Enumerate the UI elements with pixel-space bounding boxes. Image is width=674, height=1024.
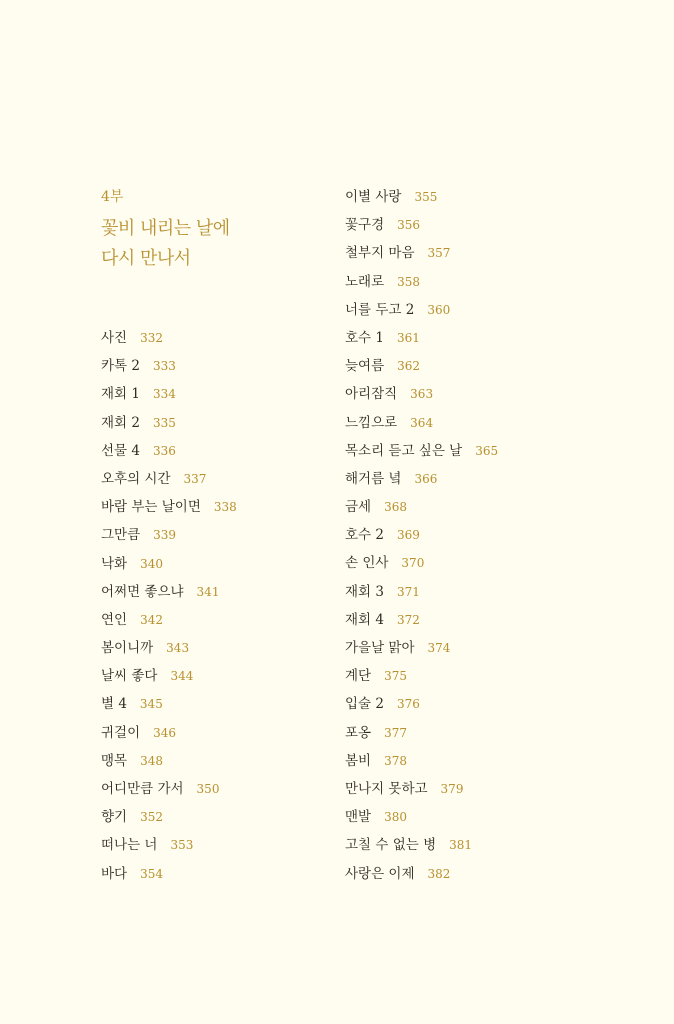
toc-right-column <box>345 187 498 892</box>
toc-entry-page: 375 <box>384 669 407 684</box>
toc-entry-page: 345 <box>139 697 163 712</box>
toc-entry-title: 만나지 못하고 <box>345 780 428 797</box>
toc-entry <box>345 328 498 356</box>
toc-entry-page: 362 <box>397 359 421 374</box>
toc-entry-title: 연인 <box>101 611 128 628</box>
toc-entry-page: 371 <box>396 584 420 599</box>
toc-entry <box>345 441 498 469</box>
toc-entry <box>345 666 498 694</box>
toc-entry-title: 호수 2 <box>345 527 384 544</box>
toc-entry <box>345 751 498 779</box>
toc-entry-page: 354 <box>140 866 163 881</box>
toc-entry-page: 346 <box>153 725 177 740</box>
toc-entry <box>345 723 498 751</box>
toc-entry <box>345 215 498 243</box>
toc-entry-page: 379 <box>440 781 464 796</box>
toc-entry <box>345 835 498 863</box>
toc-entry-page: 338 <box>213 500 237 515</box>
toc-entry-title: 귀걸이 <box>101 724 141 741</box>
toc-entry-page: 369 <box>396 528 420 543</box>
toc-entry-page: 376 <box>396 697 420 712</box>
toc-entry-title: 고칠 수 없는 병 <box>345 837 437 854</box>
toc-entry <box>101 497 237 525</box>
toc-entry-page: 380 <box>384 810 407 825</box>
toc-entry-title: 맹목 <box>101 752 128 769</box>
toc-entry-title: 재회 3 <box>345 583 384 600</box>
toc-entry-page: 382 <box>427 866 451 881</box>
toc-entry <box>345 553 498 581</box>
toc-entry <box>345 187 498 215</box>
toc-entry-page: 337 <box>183 471 207 486</box>
toc-entry-page: 339 <box>153 528 177 543</box>
toc-entry-page: 335 <box>152 415 176 430</box>
toc-entry <box>345 469 498 497</box>
toc-entry-title: 맨발 <box>345 809 372 826</box>
part-title-line: 꽃비 내리는 날에 <box>101 218 230 239</box>
toc-entry-page: 342 <box>140 612 163 627</box>
toc-entry-title: 떠나는 너 <box>101 837 158 854</box>
toc-entry-title: 손 인사 <box>345 555 389 572</box>
toc-entry-page: 348 <box>140 753 163 768</box>
toc-entry <box>101 356 237 384</box>
toc-entry <box>345 384 498 412</box>
toc-entry-page: 336 <box>152 443 176 458</box>
toc-entry <box>101 582 237 610</box>
toc-entry-title: 어디만큼 가서 <box>101 781 184 797</box>
toc-entry <box>101 751 237 779</box>
toc-entry-title: 어쩌면 좋으냐 <box>101 583 184 600</box>
toc-entry-page: 356 <box>397 218 421 233</box>
part-title <box>101 214 230 274</box>
toc-entry <box>345 610 498 638</box>
toc-entry <box>345 497 498 525</box>
toc-entry <box>345 638 498 666</box>
toc-entry <box>345 525 498 553</box>
toc-entry <box>101 864 237 892</box>
toc-entry <box>101 384 237 412</box>
toc-entry <box>345 582 498 610</box>
toc-entry <box>101 807 237 835</box>
toc-entry-title: 바람 부는 날이면 <box>101 499 201 516</box>
toc-entry <box>345 807 498 835</box>
toc-entry-title: 낙화 <box>101 555 128 572</box>
toc-entry-page: 364 <box>410 415 434 430</box>
toc-entry-page: 370 <box>401 556 425 571</box>
toc-entry <box>101 694 237 722</box>
toc-entry-page: 344 <box>170 669 194 684</box>
toc-entry-page: 374 <box>427 641 451 655</box>
toc-entry-title: 오후의 시간 <box>101 470 171 487</box>
toc-entry-page: 341 <box>196 584 220 599</box>
toc-entry-title: 선물 4 <box>101 442 140 459</box>
toc-entry-title: 해거름 녘 <box>345 470 402 487</box>
toc-entry <box>101 413 237 441</box>
toc-entry-page: 381 <box>449 838 473 853</box>
toc-entry-title: 별 4 <box>101 696 127 713</box>
toc-entry <box>101 779 237 807</box>
toc-entry-page: 340 <box>140 556 163 571</box>
toc-entry-title: 호수 1 <box>345 329 384 346</box>
toc-entry <box>101 723 237 751</box>
toc-entry-title: 아리잠직 <box>345 386 398 403</box>
toc-entry <box>345 864 498 892</box>
toc-entry-title: 늦여름 <box>345 358 385 375</box>
toc-entry-title: 느낌으로 <box>345 414 398 431</box>
toc-entry-page: 357 <box>427 246 451 261</box>
toc-entry <box>101 554 237 582</box>
toc-entry-page: 372 <box>396 612 420 627</box>
toc-entry-title: 철부지 마음 <box>345 245 415 262</box>
toc-entry-title: 재회 1 <box>101 386 140 403</box>
toc-entry-page: 353 <box>170 838 194 853</box>
toc-entry <box>101 441 237 469</box>
toc-entry-page: 358 <box>397 274 421 289</box>
toc-left-column <box>101 328 237 892</box>
toc-entry-page: 333 <box>152 359 176 374</box>
toc-entry-page: 363 <box>410 387 434 402</box>
toc-entry <box>101 666 237 694</box>
toc-entry <box>345 694 498 722</box>
toc-entry-page: 343 <box>166 641 190 656</box>
toc-entry-title: 향기 <box>101 809 128 826</box>
toc-entry-page: 365 <box>475 443 499 458</box>
toc-entry-title: 계단 <box>345 668 372 685</box>
toc-entry <box>101 469 237 497</box>
toc-entry-title: 포옹 <box>345 724 372 741</box>
toc-entry-title: 이별 사랑 <box>345 189 402 205</box>
part-title-line: 다시 만나서 <box>101 248 191 269</box>
toc-entry-title: 너를 두고 2 <box>345 301 415 318</box>
toc-entry <box>101 328 237 356</box>
toc-entry <box>345 356 498 384</box>
toc-entry-title: 금세 <box>345 499 372 516</box>
toc-entry-page: 332 <box>140 331 163 345</box>
toc-entry-title: 카톡 2 <box>101 358 140 375</box>
part-label: 4부 <box>101 189 124 205</box>
toc-entry <box>345 413 498 441</box>
toc-entry-title: 꽃구경 <box>345 217 385 234</box>
toc-entry <box>345 243 498 271</box>
toc-entry-page: 377 <box>384 725 407 740</box>
toc-entry <box>345 779 498 807</box>
toc-entry-page: 334 <box>152 387 176 402</box>
toc-entry-title: 날씨 좋다 <box>101 668 158 685</box>
toc-entry-page: 361 <box>396 330 420 345</box>
toc-entry <box>101 610 237 638</box>
toc-entry <box>101 525 237 553</box>
toc-entry-title: 목소리 듣고 싶은 날 <box>345 442 463 459</box>
toc-entry-title: 사진 <box>101 330 128 346</box>
toc-entry-title: 봄비 <box>345 752 372 769</box>
toc-entry-title: 가을날 맑아 <box>345 640 415 656</box>
toc-entry <box>345 300 498 328</box>
toc-entry-page: 350 <box>196 782 220 796</box>
toc-entry-title: 사랑은 이제 <box>345 865 415 882</box>
toc-entry <box>101 638 237 666</box>
toc-entry-title: 노래로 <box>345 273 385 290</box>
toc-entry-page: 368 <box>384 500 407 515</box>
toc-entry-page: 352 <box>140 810 163 825</box>
toc-entry-page: 378 <box>384 753 407 768</box>
toc-entry-title: 재회 2 <box>101 414 140 431</box>
toc-entry-title: 바다 <box>101 865 128 882</box>
toc-entry-page: 360 <box>427 302 451 317</box>
toc-entry-page: 355 <box>414 190 438 204</box>
toc-entry-page: 366 <box>414 471 438 486</box>
toc-entry-title: 재회 4 <box>345 611 384 628</box>
toc-entry-title: 입술 2 <box>345 696 384 713</box>
toc-entry <box>345 272 498 300</box>
toc-entry-title: 그만큼 <box>101 527 141 544</box>
toc-entry <box>101 835 237 863</box>
toc-entry-title: 봄이니까 <box>101 640 154 657</box>
